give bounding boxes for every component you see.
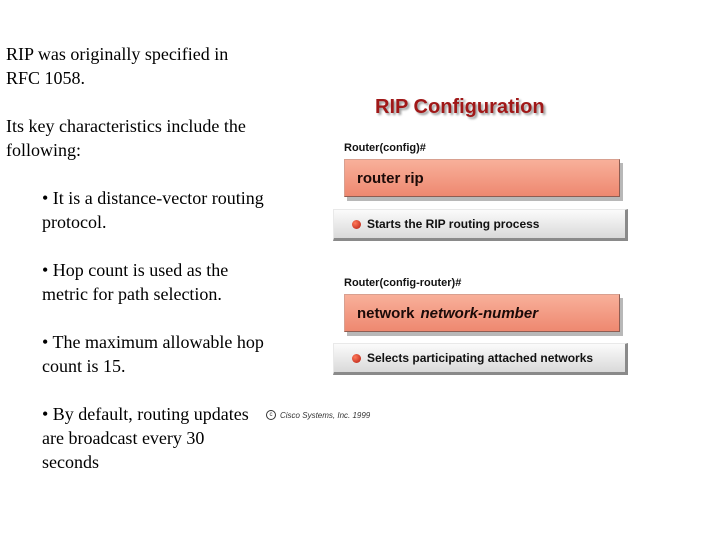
command-keyword: router rip <box>357 169 424 187</box>
description-text: Selects participating attached networks <box>367 351 594 365</box>
intro-paragraph-2: Its key characteristics include the following: <box>6 116 246 160</box>
list-item: • By default, routing updates are broadcast every 30 seconds <box>42 404 249 472</box>
command-network <box>344 294 620 332</box>
bullet-dot-icon <box>352 354 361 363</box>
command-argument: network-number <box>420 304 539 322</box>
intro-text <box>6 42 264 498</box>
command-keyword: network <box>357 304 415 322</box>
description-router-rip <box>333 209 628 241</box>
intro-paragraph-1: RIP was originally specified in RFC 1058. <box>6 44 229 88</box>
cli-prompt-config: Router(config)# <box>344 142 426 154</box>
characteristics-list <box>6 186 264 474</box>
description-network <box>333 343 628 375</box>
figure-title: RIP Configuration <box>375 96 545 118</box>
cli-prompt-config-router: Router(config-router)# <box>344 277 462 289</box>
bullet-dot-icon <box>352 220 361 229</box>
copyright-icon: c <box>266 410 276 420</box>
description-text: Starts the RIP routing process <box>367 217 540 231</box>
command-router-rip <box>344 159 620 197</box>
list-item: • Hop count is used as the metric for path selection. <box>42 260 229 304</box>
copyright-text: Cisco Systems, Inc. 1999 <box>280 410 371 420</box>
copyright-notice <box>266 410 370 420</box>
list-item: • The maximum allowable hop count is 15. <box>42 332 264 376</box>
list-item: • It is a distance-vector routing protocol. <box>42 188 264 232</box>
rip-configuration-figure <box>269 90 630 420</box>
